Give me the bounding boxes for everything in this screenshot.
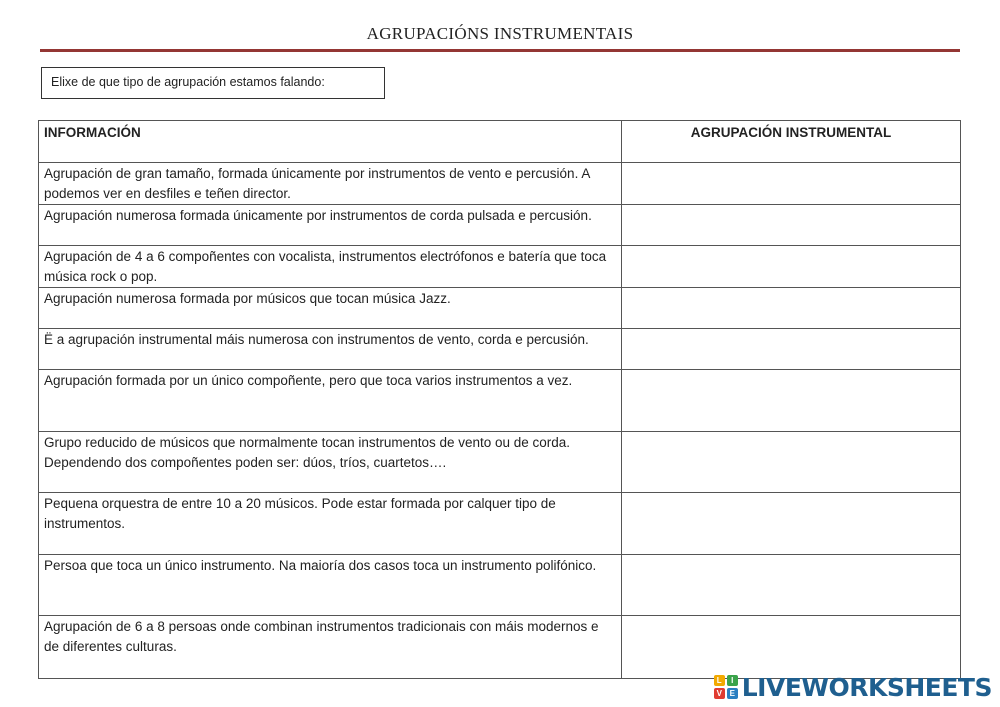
logo-tile: V <box>714 688 725 699</box>
header-agrupacion: AGRUPACIÓN INSTRUMENTAL <box>621 121 960 163</box>
table-header-row <box>39 121 961 163</box>
info-cell: Grupo reducido de músicos que normalmente tocan instrumentos de vento ou de corda. Dependendo dos compoñentes poden ser: dúos, tríos, cuartetos…. <box>39 432 622 493</box>
page-title: AGRUPACIÓNS INSTRUMENTAIS <box>366 24 634 43</box>
table-row <box>39 329 961 370</box>
liveworksheets-brand <box>714 672 992 702</box>
answer-cell[interactable] <box>621 493 960 555</box>
answer-cell[interactable] <box>621 329 960 370</box>
answer-cell[interactable] <box>621 616 960 679</box>
info-cell: Agrupación de gran tamaño, formada únicamente por instrumentos de vento e percusión. A podemos ver en desfiles e teñen director. <box>39 163 622 205</box>
liveworksheets-logo-icon <box>714 675 738 699</box>
logo-tile: E <box>727 688 738 699</box>
info-cell: Agrupación de 4 a 6 compoñentes con vocalista, instrumentos electrófonos e batería que toca música rock o pop. <box>39 246 622 288</box>
table-row <box>39 432 961 493</box>
table-row <box>39 555 961 616</box>
title-rule <box>40 49 960 52</box>
header-informacion: INFORMACIÓN <box>39 121 622 163</box>
info-cell: Ë a agrupación instrumental máis numerosa con instrumentos de vento, corda e percusión. <box>39 329 622 370</box>
table-row <box>39 163 961 205</box>
table-row <box>39 246 961 288</box>
worksheet-table <box>38 120 961 679</box>
logo-tile: L <box>714 675 725 686</box>
answer-cell[interactable] <box>621 555 960 616</box>
info-cell: Persoa que toca un único instrumento. Na maioría dos casos toca un instrumento polifónico. <box>39 555 622 616</box>
table-row <box>39 616 961 679</box>
logo-tile: I <box>727 675 738 686</box>
info-cell: Agrupación formada por un único compoñente, pero que toca varios instrumentos a vez. <box>39 370 622 432</box>
answer-cell[interactable] <box>621 205 960 246</box>
info-cell: Agrupación de 6 a 8 persoas onde combinan instrumentos tradicionais con máis modernos e de diferentes culturas. <box>39 616 622 679</box>
answer-cell[interactable] <box>621 246 960 288</box>
table-row <box>39 288 961 329</box>
answer-cell[interactable] <box>621 370 960 432</box>
brand-name: LIVEWORKSHEETS <box>741 672 992 702</box>
answer-cell[interactable] <box>621 163 960 205</box>
table-row <box>39 493 961 555</box>
info-cell: Agrupación numerosa formada únicamente por instrumentos de corda pulsada e percusión. <box>39 205 622 246</box>
instruction-box: Elixe de que tipo de agrupación estamos falando: <box>41 67 385 99</box>
info-cell: Agrupación numerosa formada por músicos que tocan música Jazz. <box>39 288 622 329</box>
table-row <box>39 205 961 246</box>
answer-cell[interactable] <box>621 288 960 329</box>
info-cell: Pequena orquestra de entre 10 a 20 músicos. Pode estar formada por calquer tipo de instrumentos. <box>39 493 622 555</box>
answer-cell[interactable] <box>621 432 960 493</box>
table-row <box>39 370 961 432</box>
